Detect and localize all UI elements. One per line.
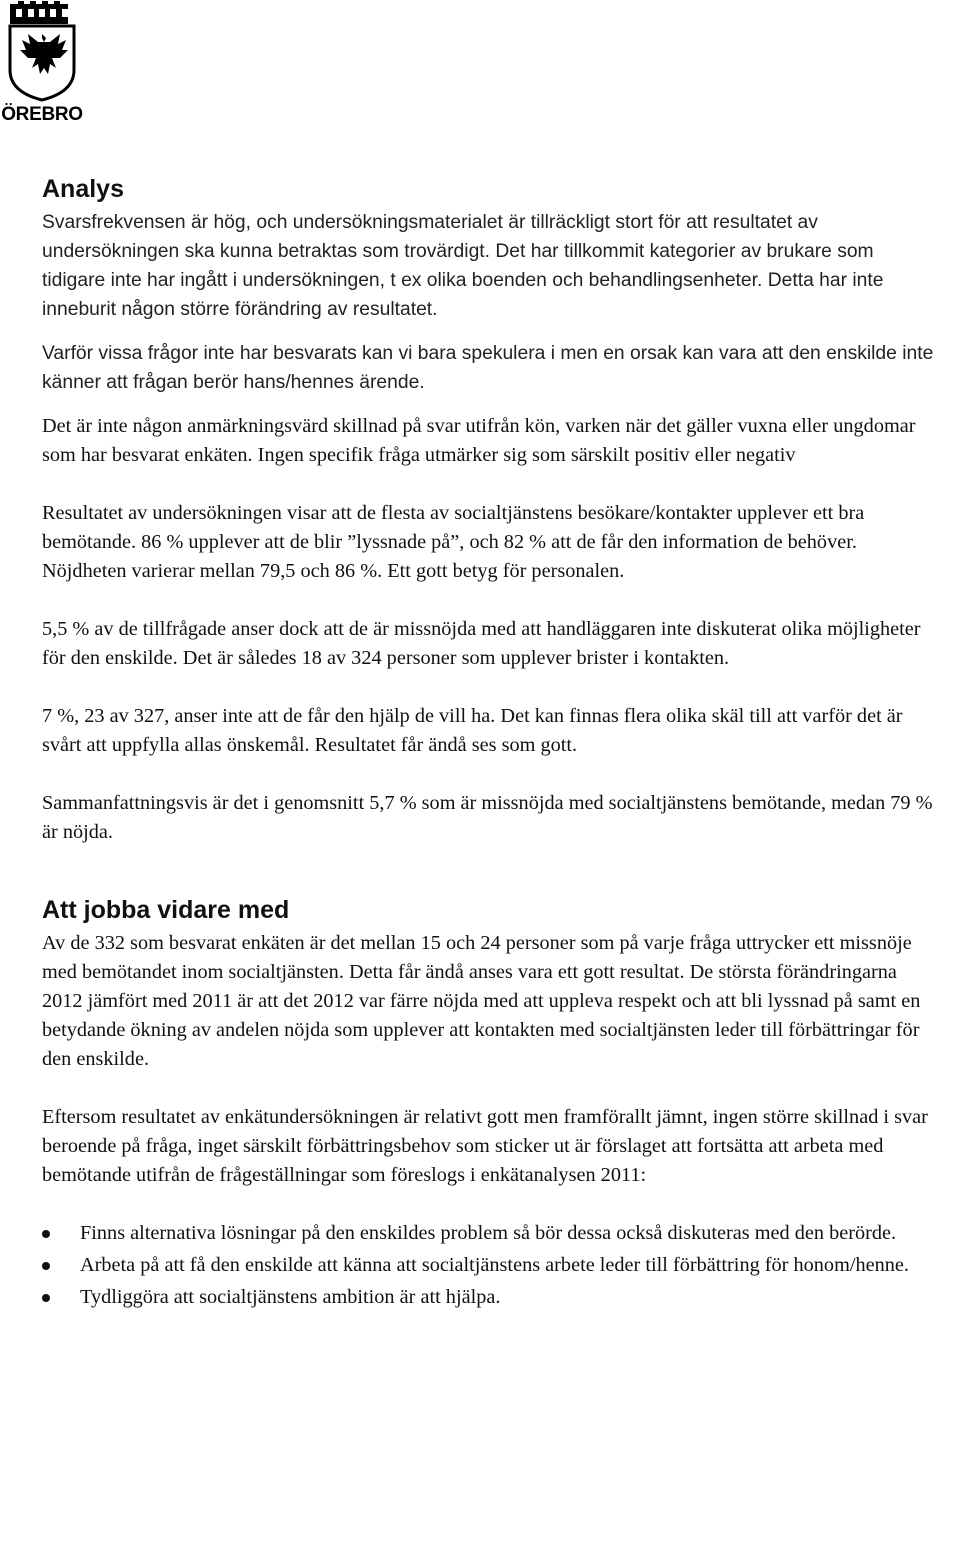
bullet-icon (42, 1294, 50, 1302)
paragraph-gender: Det är inte någon anmärkningsvärd skillnad på svar utifrån kön, varken när det gäller vuxna eller ungdomar som har besvarat enkäten. Ingen specifik fråga utmärker sig som särskilt positiv eller negativ (42, 415, 916, 466)
bullet-icon (42, 1262, 50, 1270)
heading-att-jobba-vidare: Att jobba vidare med (42, 896, 290, 924)
logo-wordmark: ÖREBRO (1, 104, 83, 125)
paragraph-unanswered: Varför vissa frågor inte har besvarats kan vi bara spekulera i men en orsak kan vara att den enskilde inte känner att frågan berör hans/hennes ärende. (42, 343, 934, 393)
paragraph-vidare-1: Av de 332 som besvarat enkäten är det mellan 15 och 24 personer som på varje fråga uttrycker ett missnöje med bemötandet inom socialtjänsten. Detta får ändå anses vara ett gott resultat. De största förändringarna 2012 jämfört med 2011 är att det 2012 var färre nöjda med att uppleva respekt och att bli lyssnad på samt en betydande ökning av andelen nöjda som upplever att kontakten med socialtjänsten leder till förbättringar för den enskilde. (42, 932, 921, 1070)
bullet-icon (42, 1230, 50, 1238)
heading-analys: Analys (42, 175, 124, 203)
orebro-logo (0, 0, 84, 130)
orebro-coat-of-arms-icon (6, 0, 78, 102)
document-body (42, 172, 942, 1315)
paragraph-dissatisfied: 5,5 % av de tillfrågade anser dock att de är missnöjda med att handläggaren inte diskuterat olika möjligheter för den enskilde. Det är således 18 av 324 personer som upplever brister i kontakten. (42, 618, 921, 669)
list-item: Tydliggöra att socialtjänstens ambition är att hjälpa. (42, 1283, 942, 1312)
paragraph-vidare-2: Eftersom resultatet av enkätundersökningen är relativt gott men framförallt jämnt, ingen större skillnad i svar beroende på fråga, inget särskilt förbättringsbehov som sticker ut är förslaget att fortsätta att arbeta med bemötande utifrån de frågeställningar som föreslogs i enkätanalysen 2011: (42, 1106, 928, 1186)
improvement-list (42, 1219, 942, 1312)
list-item: Arbeta på att få den enskilde att känna att socialtjänstens arbete leder till förbättring för honom/henne. (42, 1251, 942, 1280)
paragraph-help: 7 %, 23 av 327, anser inte att de får den hjälp de vill ha. Det kan finnas flera olika skäl till att varför det är svårt att uppfylla allas önskemål. Resultatet får ändå ses som gott. (42, 705, 903, 756)
paragraph-summary: Sammanfattningsvis är det i genomsnitt 5,7 % som är missnöjda med socialtjänstens bemötande, medan 79 % är nöjda. (42, 792, 933, 843)
paragraph-intro: Svarsfrekvensen är hög, och undersökningsmaterialet är tillräckligt stort för att resultatet av undersökningen ska kunna betraktas som trovärdigt. Det har tillkommit kategorier av brukare som tidigare inte har ingått i undersökningen, t ex olika boenden och behandlingsenheter. Detta har inte inneburit någon större förändring av resultatet. (42, 212, 884, 320)
paragraph-results: Resultatet av undersökningen visar att de flesta av socialtjänstens besökare/kontakter upplever ett bra bemötande. 86 % upplever att de blir ”lyssnade på”, och 82 % att de får den information de behöver. Nöjdheten varierar mellan 79,5 och 86 %. Ett gott betyg för personalen. (42, 502, 865, 582)
list-item: Finns alternativa lösningar på den enskildes problem så bör dessa också diskuteras med den berörde. (42, 1219, 942, 1248)
